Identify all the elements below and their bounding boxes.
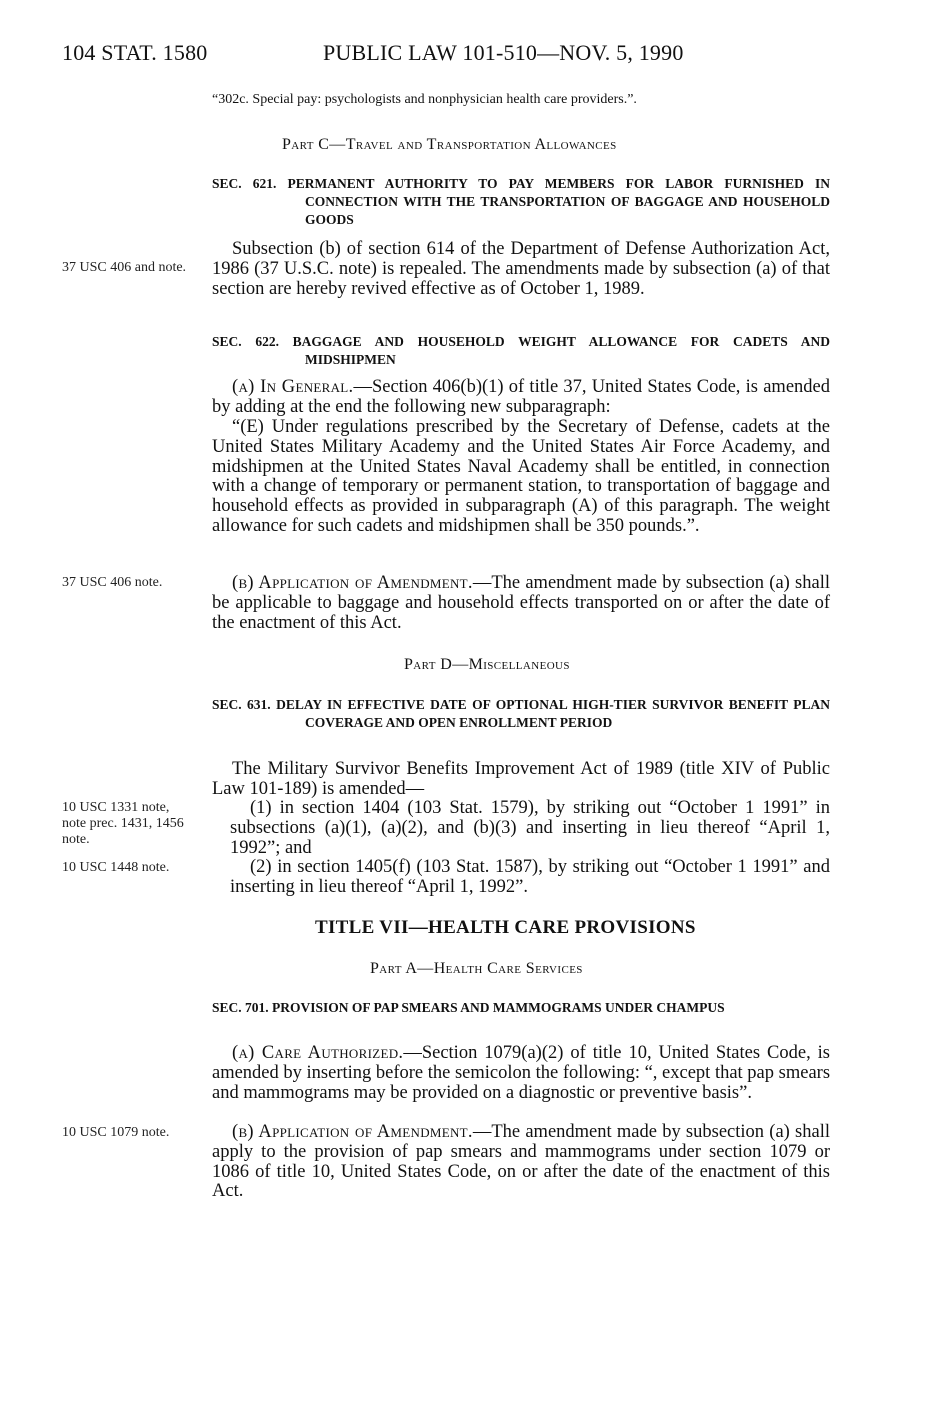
title-vii-heading: TITLE VII—HEALTH CARE PROVISIONS [315,917,696,938]
sec-631-item-1: (1) in section 1404 (103 Stat. 1579), by striking out “October 1 1991” in subsections (a)(1), (a)(2), and (b)(3) and inserting in lieu thereof “April 1, 1992”; and [230,798,830,858]
law-header: PUBLIC LAW 101-510—NOV. 5, 1990 [323,40,684,65]
part-a-heading: Part A—Health Care Services [370,960,583,977]
margin-note-4: 10 USC 1448 note. [62,860,170,875]
quote-302c: “302c. Special pay: psychologists and nonphysician health care providers.”. [212,92,637,107]
margin-note-1: 37 USC 406 and note. [62,260,187,275]
sec-621-title [212,175,830,229]
sec-701-a-text: —Section 1079(a)(2) of title 10, United States Code, is amended by inserting before the semicolon the following: “, except that pap smears and mammograms may be provided on a diagnostic or preventive basis”. [212,1043,831,1103]
sec-622-a [212,378,830,418]
sec-622-b-text: —The amendment made by subsection (a) shall be applicable to baggage and household effects transported on or after the date of the enactment of this Act. [212,573,830,633]
margin-note-2: 37 USC 406 note. [62,575,163,590]
sec-621-title-text: SEC. 621. PERMANENT AUTHORITY TO PAY MEMBERS FOR LABOR FURNISHED IN CONNECTION WITH THE TRANSPORTATION OF BAGGAGE AND HOUSEHOLD GOODS [212,176,830,227]
sec-622-a-label: (a) In General. [232,377,354,397]
sec-701-b-text: —The amendment made by subsection (a) shall apply to the provision of pap smears and mammograms under section 1079 or 1086 of title 10, United States Code, on or after the date of the enactment of this Act. [212,1122,830,1202]
part-c-heading: Part C—Travel and Transportation Allowances [282,136,617,153]
sec-701-b [212,1123,830,1202]
sec-631-title-text: SEC. 631. DELAY IN EFFECTIVE DATE OF OPTIONAL HIGH-TIER SURVIVOR BENEFIT PLAN COVERAGE AND OPEN ENROLLMENT PERIOD [212,697,830,730]
page-number: 104 STAT. 1580 [62,40,208,65]
sec-631-title [212,696,830,732]
sec-701-a-label: (a) Care Authorized. [232,1043,404,1063]
margin-note-5: 10 USC 1079 note. [62,1125,170,1140]
sec-621-body: Subsection (b) of section 614 of the Department of Defense Authorization Act, 1986 (37 U.S.C. note) is repealed. The amendments made by subsection (a) of that section are hereby revived effective as of October 1, 1989. [212,239,830,299]
sec-701-title [212,999,830,1017]
sec-701-b-label: (b) Application of Amendment. [232,1122,473,1142]
sec-701-a [212,1044,830,1103]
sec-631-intro: The Military Survivor Benefits Improvement Act of 1989 (title XIV of Public Law 101-189) is amended— [212,759,830,799]
sec-622-e-paragraph: “(E) Under regulations prescribed by the Secretary of Defense, cadets at the United States Military Academy and the United States Air Force Academy, and midshipmen at the United States Naval Academy shall be entitled, in connection with a change of temporary or permanent station, to transportation of baggage and household effects as provided in subparagraph (A) of this paragraph. The weight allowance for such cadets and midshipmen shall be 350 pounds.”. [212,417,830,536]
sec-622-a-text: —Section 406(b)(1) of title 37, United States Code, is amended by adding at the end the following new subparagraph: [212,377,830,417]
sec-622-b-label: (b) Application of Amendment. [232,573,473,593]
sec-622-b [212,574,830,633]
part-d-heading: Part D—Miscellaneous [404,656,570,673]
sec-622-title [212,333,830,369]
sec-622-title-text: SEC. 622. BAGGAGE AND HOUSEHOLD WEIGHT ALLOWANCE FOR CADETS AND MIDSHIPMEN [212,334,830,367]
sec-701-title-text: SEC. 701. PROVISION OF PAP SMEARS AND MAMMOGRAMS UNDER CHAMPUS [212,1000,725,1015]
sec-631-item-2: (2) in section 1405(f) (103 Stat. 1587), by striking out “October 1 1991” and inserting in lieu thereof “April 1, 1992”. [230,857,830,897]
margin-note-3: 10 USC 1331 note, note prec. 1431, 1456 note. [62,800,184,847]
